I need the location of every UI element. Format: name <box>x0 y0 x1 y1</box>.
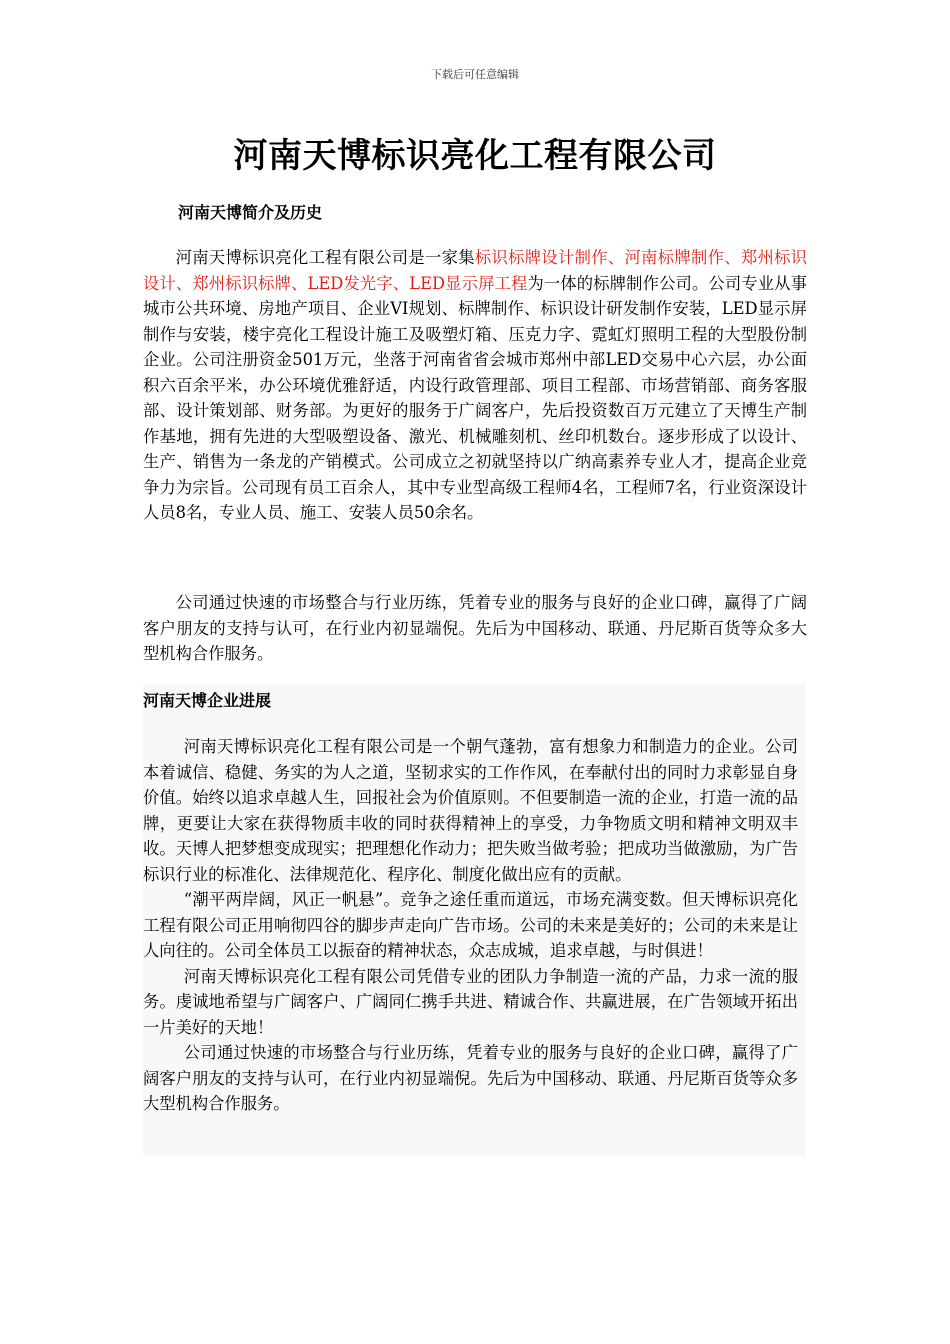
development-paragraph-4: 公司通过快速的市场整合与行业历练，凭着专业的服务与良好的企业口碑，赢得了广阔客户朋友的支持与认可，在行业内初显端倪。先后为中国移动、联通、丹尼斯百货等众多大型机构合作服务。 <box>143 1043 798 1113</box>
section-heading-history: 河南天博简介及历史 <box>178 203 323 222</box>
development-paragraph-1: 河南天博标识亮化工程有限公司是一个朝气蓬勃，富有想象力和制造力的企业。公司本着诚信、稳健、务实的为人之道，坚韧求实的工作作风，在奉献付出的同时力求彰显自身价值。始终以追求卓越人生，回报社会为价值原则。不但要制造一流的企业，打造一流的品牌，更要让大家在获得物质丰收的同时获得精神上的享受，力争物质文明和精神文明双丰收。天博人把梦想变成现实；把理想化作动力；把失败当做考验；把成功当做激励，为广告标识行业的标准化、法律规范化、程序化、制度化做出应有的贡献。 <box>143 737 798 884</box>
development-paragraph-2: “潮平两岸阔，风正一帆悬”。竞争之途任重而道远，市场充满变数。但天博标识亮化工程有限公司正用响彻四谷的脚步声走向广告市场。公司的未来是美好的；公司的未来是让人向往的。公司全体员工以振奋的精神状态，众志成城，追求卓越，与时俱进！ <box>143 890 798 960</box>
development-section <box>143 684 806 1156</box>
header-note: 下载后可任意编辑 <box>431 68 519 81</box>
document-title: 河南天博标识亮化工程有限公司 <box>233 136 717 176</box>
intro-paragraph <box>143 245 807 526</box>
development-paragraph-3: 河南天博标识亮化工程有限公司凭借专业的团队力争制造一流的产品，力求一流的服务。虔诚地希望与广阔客户、广阔同仁携手共进、精诚合作、共赢进展，在广告领域开拓出一片美好的天地！ <box>143 966 798 1037</box>
development-body <box>143 734 798 1117</box>
intro-highlighted-services: 标识标牌设计制作、河南标牌制作、郑州标识设计、郑州标识标牌、LED发光字、LED显示屏工程 <box>143 248 807 293</box>
section-heading-development: 河南天博企业进展 <box>143 691 272 710</box>
intro-text-start: 河南天博标识亮化工程有限公司是一家集 <box>175 248 475 267</box>
reputation-paragraph: 公司通过快速的市场整合与行业历练，凭着专业的服务与良好的企业口碑，赢得了广阔客户朋友的支持与认可，在行业内初显端倪。先后为中国移动、联通、丹尼斯百货等众多大型机构合作服务。 <box>143 593 807 663</box>
intro-text-rest: 为一体的标牌制作公司。公司专业从事城市公共环境、房地产项目、企业VI规划、标牌制作、标识设计研发制作安装，LED显示屏制作与安装，楼宇亮化工程设计施工及吸塑灯箱、压克力字、霓虹灯照明工程的大型股份制企业。公司注册资金501万元，坐落于河南省省会城市郑州中部LED交易中心六层，办公面积六百余平米，办公环境优雅舒适，内设行政管理部、项目工程部、市场营销部、商务客服部、设计策划部、财务部。为更好的服务于广阔客户，先后投资数百万元建立了天博生产制作基地，拥有先进的大型吸塑设备、激光、机械雕刻机、丝印机数台。逐步形成了以设计、生产、销售为一条龙的产销模式。公司成立之初就坚持以广纳高素养专业人才，提高企业竞争力为宗旨。公司现有员工百余人，其中专业型高级工程师4名，工程师7名，行业资深设计人员8名，专业人员、施工、安装人员50余名。 <box>143 273 807 522</box>
